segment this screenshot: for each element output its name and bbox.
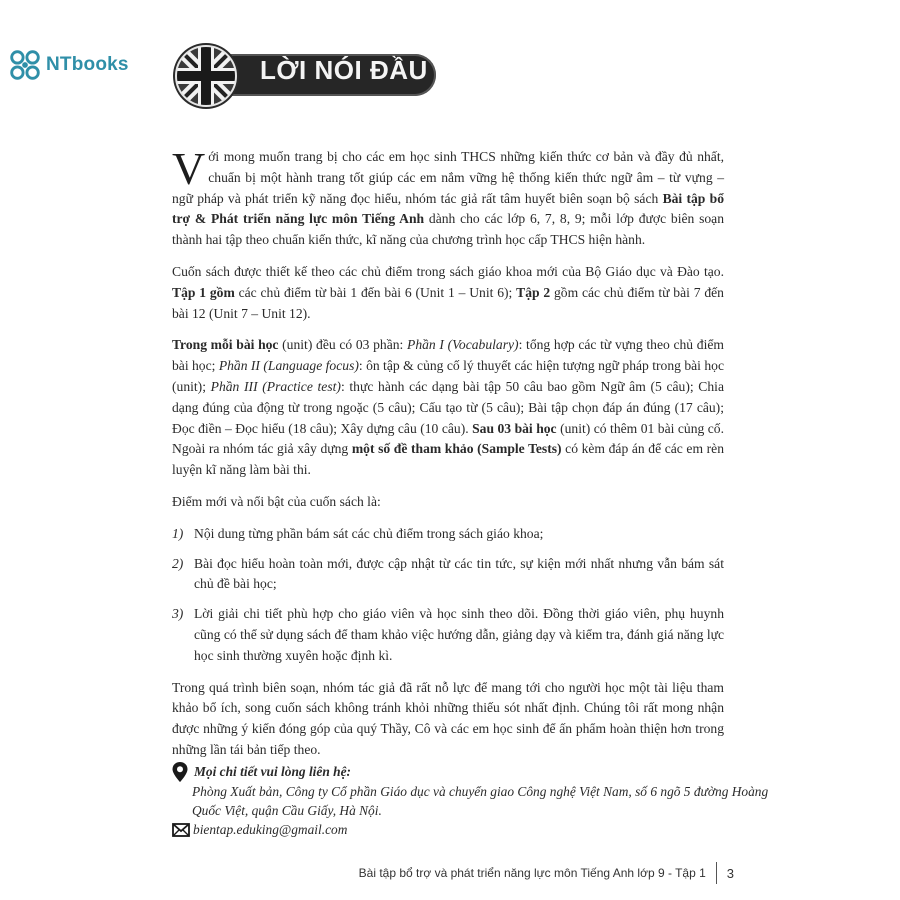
contact-email: bientap.eduking@gmail.com [193,822,348,837]
ntbooks-logo-text: NTbooks [46,54,129,75]
list-text: Bài đọc hiểu hoàn toàn mới, được cập nhật từ các tin tức, sự kiện mới nhất nhưng vẫn bám sát chủ đề bài học; [194,555,724,592]
list-text: Lời giải chi tiết phù hợp cho giáo viên và học sinh theo dõi. Đồng thời giáo viên, phụ huynh cũng có thể sử dụng sách để tham khảo việc hướng dẫn, giảng dạy và kiểm tra, đánh giá năng lực học sinh thường xuyên hoặc định kì. [194,606,724,663]
review-label: Sau 03 bài học [472,420,557,436]
contact-address: Phòng Xuất bản, Công ty Cổ phần Giáo dục và chuyển giao Công nghệ Việt Nam, số 6 ngõ 5 đường Hoàng Quốc Việt, quận Cầu Giấy, Hà Nội. [192,784,769,818]
list-text: Nội dung từng phần bám sát các chủ điểm trong sách giáo khoa; [194,525,544,541]
list-number: 1) [172,525,184,541]
contact-heading-row [172,762,772,782]
list-item [172,524,724,545]
ntbooks-logo-icon [6,46,44,84]
structure-paragraph [172,262,724,324]
part3-label: Phần III (Practice test) [210,378,341,394]
page-footer [359,862,734,884]
highlights-intro: Điểm mới và nổi bật của cuốn sách là: [172,493,381,509]
structure-text: Cuốn sách được thiết kế theo các chủ điểm trong sách giáo khoa mới của Bộ Giáo dục và Đào tạo. [172,263,724,279]
lesson-paragraph [172,335,724,481]
contact-section [172,762,772,839]
main-content [172,143,725,772]
contact-heading: Mọi chi tiết vui lòng liên hệ: [194,764,351,779]
part2-label: Phần II (Language focus) [218,358,359,374]
lesson-text: (unit) đều có 03 phần: [278,337,408,353]
review-text: (unit) có thêm 01 bài củng cố. Ngoài ra nhóm tác giả xây dựng [172,420,725,457]
list-item [172,554,724,596]
union-jack-icon [172,42,240,110]
intro-text: ới mong muốn trang bị cho các em học sinh THCS những kiến thức cơ bản và đầy đủ nhất, chuẩn bị một hành trang tốt giúp các em nắm vững hệ thống kiến thức ngữ âm – từ vựng – ngữ pháp và phát triển kỹ năng đọc hiểu, nhóm tác giả rất tâm huyết biên soạn bộ sách [172,149,724,206]
volume1-text: các chủ điểm từ bài 1 đến bài 6 (Unit 1 – Unit 6); [234,284,517,300]
intro-paragraph [172,143,725,251]
footer-book-title: Bài tập bổ trợ và phát triển năng lực môn Tiếng Anh lớp 9 - Tập 1 [358,866,706,880]
ntbooks-logo [6,46,129,84]
location-pin-icon [172,762,188,782]
list-number: 3) [172,606,184,622]
part1-text: : tổng hợp các từ vựng theo chủ điểm bài học; [172,337,724,374]
list-number: 2) [172,555,184,571]
intro-text-end: dành cho các lớp 6, 7, 8, 9; mỗi lớp được biên soạn thành hai tập theo chuẩn kiến thức, kĩ năng của chương trình học cấp THCS hiện hành. [172,211,725,248]
volume2-label: Tập 2 [516,284,551,300]
footer-divider [716,862,717,884]
lesson-label: Trong mỗi bài học [172,337,279,353]
dropcap-letter: V [172,143,206,194]
part1-label: Phần I (Vocabulary) [407,337,519,353]
page-number: 3 [726,865,734,881]
list-item [172,604,724,666]
closing-paragraph: Trong quá trình biên soạn, nhóm tác giả đã rất nỗ lực để mang tới cho người học một tài liệu tham khảo bổ ích, song cuốn sách không tránh khỏi những thiếu sót nhất định. Chúng tôi rất mong nhận được những ý kiến đóng góp của quý Thầy, Cô và các em học sinh để ấn phẩm hoàn thiện hơn trong những lần tái bản tiếp theo. [172,679,724,757]
sample-tests-text: có kèm đáp án để các em rèn luyện kĩ năng làm bài thi. [172,441,725,478]
page-title: LỜI NÓI ĐẦU [260,55,428,85]
part3-text: : thực hành các dạng bài tập 50 câu bao gồm Ngữ âm (5 câu); Chia dạng đúng của động từ trong ngoặc (5 câu); Cấu tạo từ (5 câu); Bài tập chọn đáp án đúng (17 câu); Đọc điền – Đọc hiểu (18 câu); Xây dựng câu (10 câu). [172,378,724,436]
volume2-text: gồm các chủ điểm từ bài 7 đến bài 12 (Unit 7 – Unit 12). [172,284,724,321]
contact-email-row [172,820,772,839]
part2-text: : ôn tập & củng cố lý thuyết các hiện tượng ngữ pháp trong bài học (unit); [172,358,724,394]
volume1-label: Tập 1 gồm [172,284,235,300]
book-series-name: Bài tập bổ trợ & Phát triển năng lực môn Tiếng Anh [172,190,724,227]
sample-tests-label: một số đề tham khảo (Sample Tests) [351,441,562,457]
envelope-icon [172,823,190,837]
title-banner [172,42,438,110]
